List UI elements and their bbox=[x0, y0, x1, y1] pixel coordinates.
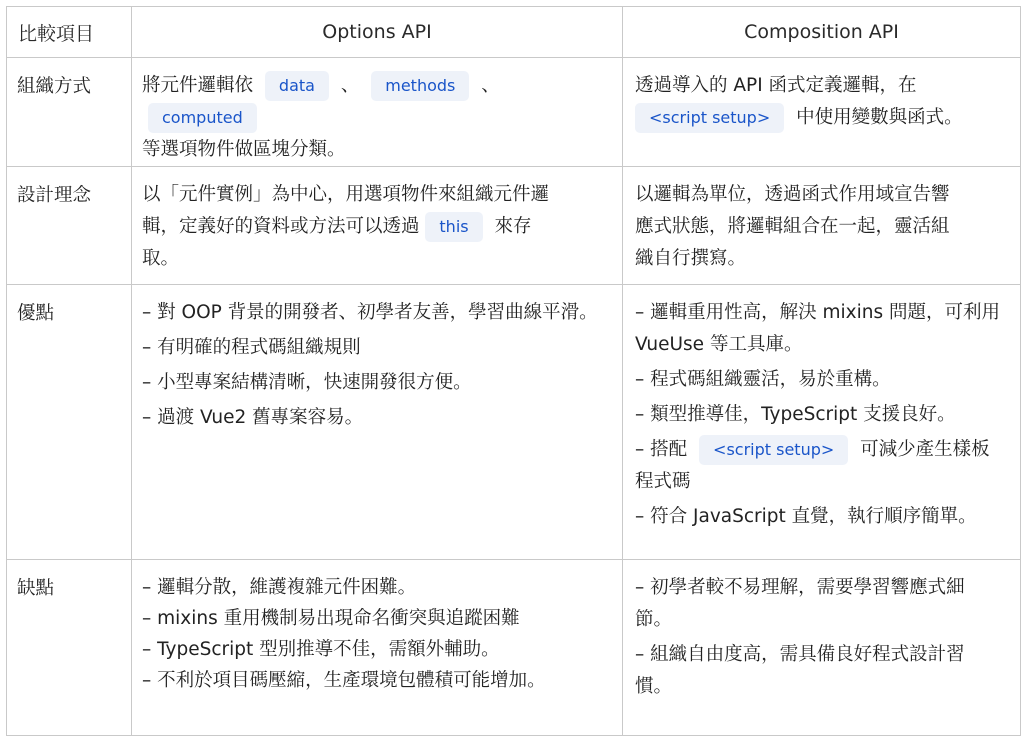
row-cons bbox=[7, 560, 1021, 736]
code-chip: <script setup> bbox=[635, 103, 784, 133]
cell-text: 將元件邏輯依 bbox=[142, 75, 254, 96]
row-concept bbox=[7, 167, 1021, 285]
code-chip: computed bbox=[148, 103, 257, 133]
cell-text: 搭配 bbox=[650, 439, 688, 460]
list-item: – 類型推導佳，TypeScript 支援良好。 bbox=[635, 399, 1012, 431]
header-item: 比較項目 bbox=[7, 7, 132, 58]
code-chip: <script setup> bbox=[699, 435, 848, 465]
list-item: – 符合 JavaScript 直覺，執行順序簡單。 bbox=[635, 501, 995, 533]
comparison-table bbox=[6, 6, 1021, 736]
header-options-api: Options API bbox=[132, 7, 623, 58]
row-pros bbox=[7, 285, 1021, 560]
list-item: – 不利於項目碼壓縮，生產環境包體積可能增加。 bbox=[142, 665, 597, 696]
list-item: – 邏輯重用性高，解決 mixins 問題，可利用 VueUse 等工具庫。 bbox=[635, 297, 1007, 361]
header-composition-api: Composition API bbox=[623, 7, 1021, 58]
cell-text: 中使用變數與函式。 bbox=[796, 107, 963, 128]
cell-text: 以「元件實例」為中心，用選項物件來組織元件邏輯，定義好的資料或方法可以透過 bbox=[142, 184, 550, 237]
list-item: – TypeScript 型別推導不佳，需額外輔助。 bbox=[142, 634, 597, 665]
composition-cell bbox=[623, 167, 1021, 285]
list-item: – 小型專案結構清晰，快速開發很方便。 bbox=[142, 367, 612, 399]
cell-text: 可減少產生樣板程式碼 bbox=[635, 439, 990, 492]
composition-cell bbox=[623, 560, 1021, 736]
list-item: – 有明確的程式碼組織規則 bbox=[142, 332, 612, 364]
row-label: 缺點 bbox=[7, 560, 132, 736]
code-chip: this bbox=[425, 212, 482, 242]
list-item: – 對 OOP 背景的開發者、初學者友善，學習曲線平滑。 bbox=[142, 297, 612, 329]
composition-cell bbox=[623, 285, 1021, 560]
row-label: 優點 bbox=[7, 285, 132, 560]
list-item: – 組織自由度高，需具備良好程式設計習慣。 bbox=[635, 639, 995, 703]
code-chip: data bbox=[265, 71, 329, 101]
options-cell bbox=[132, 560, 623, 736]
list-item: – mixins 重用機制易出現命名衝突與追蹤困難 bbox=[142, 603, 597, 634]
list-item bbox=[635, 434, 995, 498]
row-organization bbox=[7, 58, 1021, 167]
list-item: – 程式碼組織靈活，易於重構。 bbox=[635, 364, 1012, 396]
list-item: – 初學者較不易理解，需要學習響應式細節。 bbox=[635, 572, 995, 636]
row-label: 組織方式 bbox=[7, 58, 132, 167]
row-label: 設計理念 bbox=[7, 167, 132, 285]
list-item: – 邏輯分散，維護複雜元件困難。 bbox=[142, 572, 597, 603]
header-row bbox=[7, 7, 1021, 58]
options-cell bbox=[132, 167, 623, 285]
list-item: – 過渡 Vue2 舊專案容易。 bbox=[142, 402, 612, 434]
cell-text: 、 bbox=[481, 75, 500, 96]
cell-text: 來存取。 bbox=[142, 216, 532, 269]
cell-text: 、 bbox=[340, 75, 360, 96]
options-cell bbox=[132, 285, 623, 560]
options-cell bbox=[132, 58, 623, 167]
cell-text: 等選項物件做區塊分類。 bbox=[142, 139, 346, 160]
code-chip: methods bbox=[371, 71, 469, 101]
cell-text: 以邏輯為單位，透過函式作用域宣告響應式狀態，將邏輯組合在一起，靈活組織自行撰寫。 bbox=[635, 184, 950, 269]
cell-text: 透過導入的 API 函式定義邏輯，在 bbox=[635, 75, 917, 96]
composition-cell bbox=[623, 58, 1021, 167]
